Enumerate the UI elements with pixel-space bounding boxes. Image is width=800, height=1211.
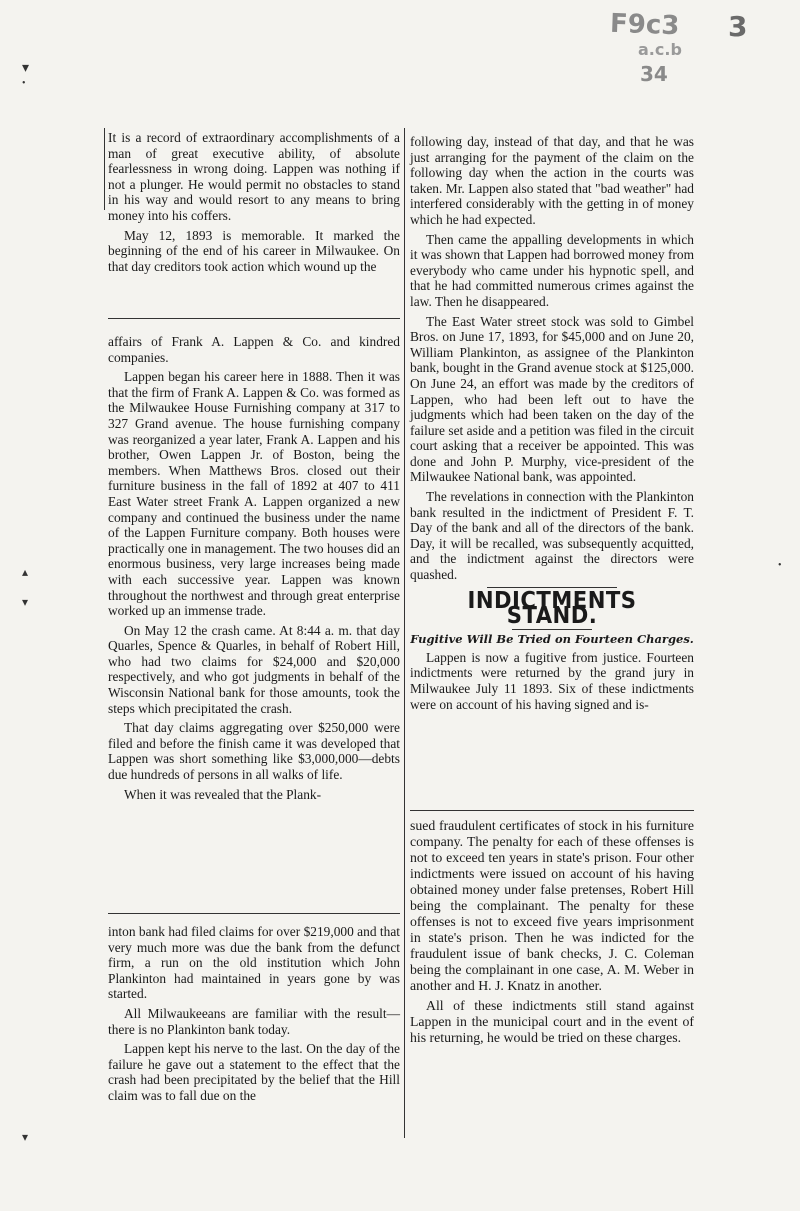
paragraph: Lappen is now a fugitive from justice. Fourteen indictments were returned by the grand jury in Milwaukee July 11 1893. Six of these indictments were on account of his having signed and is- <box>410 649 694 712</box>
article-column-left-block2 <box>108 334 400 806</box>
paragraph: Lappen kept his nerve to the last. On the day of the failure he gave out a statement to the effect that the crash had been precipitated by the belief that the Hill claim was to fall due on the <box>108 1041 400 1103</box>
handwritten-sub-mark: a.c.b <box>638 40 682 59</box>
section-headline: INDICTMENTS STAND. <box>467 587 637 630</box>
paragraph: May 12, 1893 is memorable. It marked the beginning of the end of his career in Milwaukee. On that day creditors took action which wound up the <box>108 227 400 274</box>
article-column-left-block1 <box>108 130 400 278</box>
clipping-cut-line <box>410 810 694 811</box>
paragraph: When it was revealed that the Plank- <box>124 786 322 802</box>
paragraph: It is a record of extraordinary accomplishments of a man of great executive ability, of absolute fearlessness in wrong doing. Lappen was nothing if not a plunger. He would permit no obstacles to stand in his way and would resort to any means to bring money into his coffers. <box>108 130 400 223</box>
paragraph: affairs of Frank A. Lappen & Co. and kindred companies. <box>108 334 400 365</box>
margin-mark: • <box>778 560 782 571</box>
handwritten-file-mark: F9c3 <box>609 8 680 42</box>
paragraph: All Milwaukeeans are familiar with the result—there is no Plankinton bank today. <box>108 1005 400 1037</box>
article-column-right-block1 <box>410 134 694 716</box>
paragraph: The revelations in connection with the Plankinton bank resulted in the indictment of President F. T. Day of the bank and all of the directors of the bank. Day, it will be recalled, was subsequently acquitted, and the indictment against the directors were quashed. <box>410 489 694 583</box>
paragraph: That day claims aggregating over $250,000 were filed and before the finish came it was developed that Lappen was short something like $3,000,000—debts due hundreds of persons in all walks of life. <box>108 720 400 783</box>
paragraph: Lappen began his career here in 1888. Then it was that the firm of Frank A. Lappen & Co. was formed as the Milwaukee House Furnishing company at 317 to 327 Grand avenue. The house furnishing company was reorganized a year later, Frank A. Lappen and his brother, Owen Lappen Jr. of Boston, being the members. When Matthews Bros. closed out their furniture business in the fall of 1892 at 407 to 411 East Water street Frank A. Lappen organized a new company and continued the business under the name of the Lappen Furniture company. Both houses were practically one in management. The two houses did an enormous business, very large increases being made with each successive year. Lappen was known throughout the northwest and through great enterprise worked up an immense trade. <box>108 369 400 619</box>
margin-mark: ▾ <box>22 61 30 76</box>
column-divider <box>404 128 405 1138</box>
handwritten-page-number: 3 <box>728 10 748 43</box>
paragraph: inton bank had filed claims for over $219,000 and that very much more was due the bank from the defunct firm, a run on the old institution which John Plankinton had maintained in years gone by was started. <box>108 924 400 1002</box>
margin-mark: ▴ <box>22 565 29 579</box>
paragraph: All of these indictments still stand against Lappen in the municipal court and in the event of his returning, he would be tried on these charges. <box>410 998 694 1045</box>
paragraph: sued fraudulent certificates of stock in his furniture company. The penalty for each of these offenses is not to exceed ten years in state's prison. Four other indictments were issued on account of his having obtained money under false pretenses, Robert Hill being the complainant. The penalty for these offenses is not to exceed five years imprisonment in state's prison. Then he was indicted for the fraudulent issue of bank checks, J. C. Coleman being the complainant in one case, A. M. Weber in another and H. J. Knatz in another. <box>410 818 694 993</box>
paragraph: Then came the appalling developments in which it was shown that Lappen had borrowed money from everybody who came under his hypnotic spell, and that he had committed numerous crimes against the law. Then he disappeared. <box>410 231 694 309</box>
article-column-left-block3 <box>108 924 400 1108</box>
section-subheadline: Fugitive Will Be Tried on Fourteen Charges. <box>410 631 694 646</box>
article-column-right-block2 <box>410 818 694 1050</box>
paragraph: The East Water street stock was sold to Gimbel Bros. on June 17, 1893, for $45,000 and on June 20, William Plankinton, as assignee of the Plankinton bank, bought in the Grand avenue stock at $125,000. On June 24, an effort was made by the creditors of Lappen, who had been left out to have the judgments which had been taken on the day of the failure set aside and a petition was filed in the circuit court asking that a receiver be appointed. This was done and John P. Murphy, vice-president of the Milwaukee National bank, was appointed. <box>410 313 694 485</box>
margin-mark: • <box>22 78 26 89</box>
clipping-cut-line <box>108 913 400 914</box>
margin-mark: ▾ <box>22 1130 29 1144</box>
handwritten-page-count: 34 <box>640 62 668 86</box>
paragraph: On May 12 the crash came. At 8:44 a. m. that day Quarles, Spence & Quarles, in behalf of Robert Hill, who had two claims for $24,000 and $20,000 respectively, and who got judgments in behalf of the Wisconsin National bank for those amounts, took the steps which precipitated the crash. <box>108 622 400 716</box>
clipping-edge <box>104 128 105 210</box>
paragraph: following day, instead of that day, and that he was just arranging for the payment of the claim on the following day when the action in the courts was taken. Mr. Lappen also stated that "bad weather" had interfered considerably with the getting in of money which he had expected. <box>410 134 694 227</box>
clipping-cut-line <box>108 318 400 319</box>
margin-mark: ▾ <box>22 595 29 609</box>
